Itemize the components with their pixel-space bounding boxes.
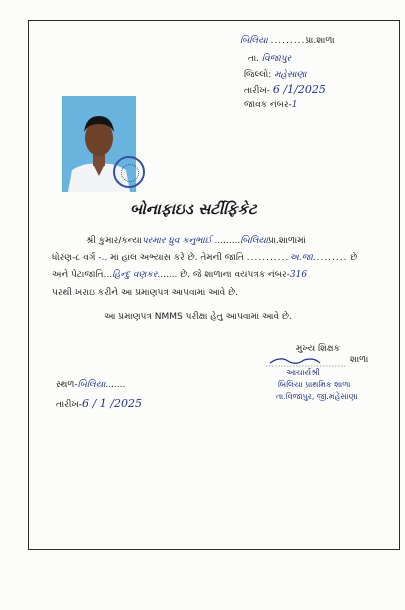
footer-place-prefix: સ્થળ- [56,380,78,390]
header-district-value: મહેસાણા [274,70,307,80]
footer-school-suffix: શાળા [350,355,369,365]
body-line1-school: બિલિયા [240,236,268,246]
header-date-line [244,84,326,97]
footer-date-line [56,398,142,411]
body-line1-prefix: શ્રી કુમાર/કન્યા [86,236,142,246]
school-seal [113,156,145,188]
stamp-title: આચાર્યશ્રી [286,368,320,377]
student-name: પરમાર ધ્રુવ કનુભાઈ [141,236,212,246]
body-line2-end: છે [350,253,358,263]
body-line3-mid: છે. જે શાળાના વયપત્રક નંબર- [180,270,290,280]
body-line-2: ધોરણ-૮ વર્ગ -.. માં હાલ અભ્યાસ કરે છે. તેમની જાતિ ...........અ.જા......... છે [52,253,358,263]
body-line-4: પરથી ખરાઇ કરીને આ પ્રમાણપત્ર આપવામાં આવે છે. [52,288,238,298]
body-line-5: આ પ્રમાણપત્ર NMMS પરીક્ષા હેતુ આપવામાં આવે છે. [104,312,292,322]
header-outward-prefix: જાવક નંબર- [244,100,292,110]
body-line-3: અને પેટાજાતિ...હિન્દુ વણકર....... છે. જે શાળાના વયપત્રક નંબર-316 [52,270,308,280]
header-outward-line [244,100,298,111]
body-line2-mid: માં હાલ અભ્યાસ કરે છે. તેમની જાતિ [110,253,244,263]
header-taluka-line [248,54,291,65]
body-line-1: શ્રી કુમાર/કન્યાપરમાર ધ્રુવ કનુભાઈ .........બિલિયાપ્રા.શાળામાં [86,236,306,246]
stamp-taluka: તા.વિજાપુર, જી.મહેસાણા [276,392,358,401]
header-district-prefix: જિલ્લો: [244,70,272,80]
footer-place-line: સ્થળ-બિલિયા....... [56,380,126,390]
header-district-line [244,70,307,81]
header-taluka-value: વિજાપુર [261,54,292,64]
certificate-title: બોનાફાઇડ સર્ટીફિકેટ [130,200,257,218]
header-school-name: બિલિયા [240,36,268,46]
header-date-value: 6 /1/2025 [272,83,326,96]
head-teacher-label: મુખ્ય શિક્ષક [296,344,340,354]
body-line2-prefix: ધોરણ-૮ વર્ગ - [52,253,102,263]
header-school-suffix: પ્રા.શાળા [305,36,335,46]
subcaste-value: હિન્દુ વણકર [112,270,158,280]
register-number: 316 [289,270,308,280]
footer-date-prefix: તારીખ- [56,400,83,410]
footer-date-value: 6 / 1 /2025 [82,397,142,410]
header-date-prefix: તારીખ- [244,86,271,96]
header-school-line: બિલિયા .........પ્રા.શાળા [240,36,335,46]
stamp-school: બિલિયા પ્રાથમિક શાળા [278,380,351,389]
body-line1-suffix: પ્રા.શાળામાં [267,236,306,246]
body-line3-prefix: અને પેટાજાતિ [52,270,104,280]
footer-place-value: બિલિયા [77,380,106,390]
caste-value: અ.જા [289,253,313,263]
header-outward-value: 1 [291,100,298,110]
header-taluka-prefix: તા. [248,54,260,64]
signature-mark [264,352,348,362]
